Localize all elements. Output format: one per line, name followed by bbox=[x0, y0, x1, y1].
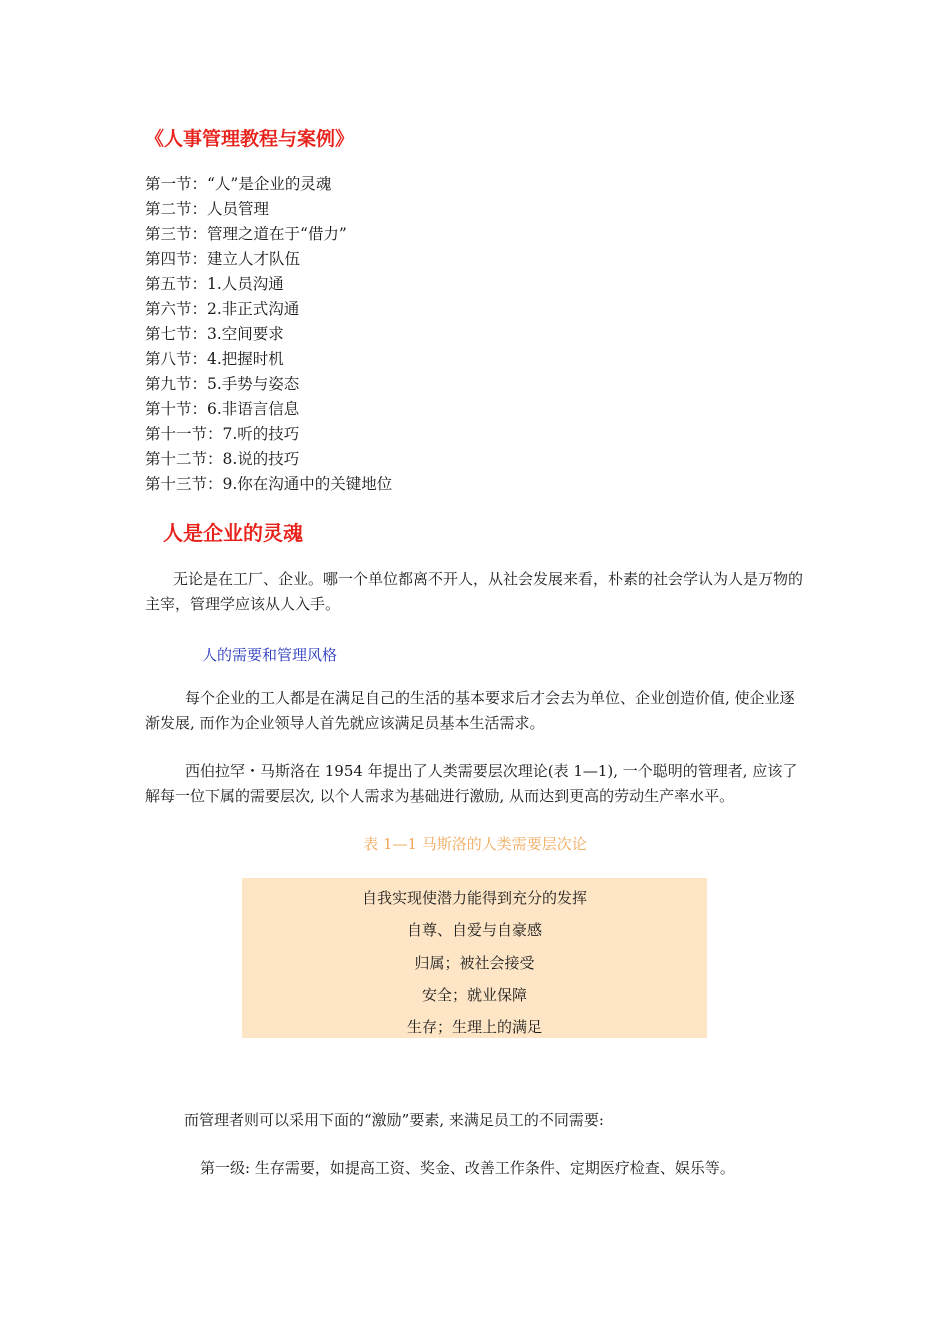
toc-item: 第九节：5.手势与姿态 bbox=[145, 375, 300, 393]
needs-level-row: 自我实现使潜力能得到充分的发挥 bbox=[361, 889, 587, 907]
document-title: 《人事管理教程与案例》 bbox=[145, 128, 355, 150]
needs-level-row: 生存；生理上的满足 bbox=[406, 1018, 542, 1037]
needs-hierarchy-table bbox=[242, 878, 707, 1038]
toc-item: 第四节：建立人才队伍 bbox=[145, 250, 301, 268]
body-paragraph: 第一级: 生存需要，如提高工资、奖金、改善工作条件、定期医疗检查、娱乐等。 bbox=[200, 1159, 735, 1177]
toc-item: 第六节：2.非正式沟通 bbox=[145, 300, 300, 318]
intro-paragraph: 无论是在工厂、企业。哪一个单位都离不开人，从社会发展来看，朴素的社会学认为人是万物的主宰，管理学应该从人入手。 bbox=[145, 570, 804, 613]
toc-item: 第十二节：8.说的技巧 bbox=[145, 450, 300, 468]
body-paragraph: 西伯拉罕・马斯洛在 1954 年提出了人类需要层次理论(表 1—1), 一个聪明的管理者, 应该了解每一位下属的需要层次, 以个人需求为基础进行激励, 从而达到更高的劳动生产率水平。 bbox=[145, 762, 798, 805]
toc-item: 第十三节：9.你在沟通中的关键地位 bbox=[145, 475, 393, 493]
body-paragraph: 而管理者则可以采用下面的“激励”要素, 来满足员工的不同需要: bbox=[184, 1111, 604, 1129]
needs-level-row: 安全；就业保障 bbox=[421, 985, 527, 1004]
needs-level-row: 自尊、自爱与自豪感 bbox=[406, 921, 542, 940]
toc-item: 第一节：“人”是企业的灵魂 bbox=[145, 175, 332, 193]
table-of-contents bbox=[145, 172, 392, 497]
section-heading: 人是企业的灵魂 bbox=[163, 521, 303, 545]
toc-item: 第二节：人员管理 bbox=[145, 200, 270, 218]
body-paragraph: 每个企业的工人都是在满足自己的生活的基本要求后才会去为单位、企业创造价值, 使企业逐渐发展, 而作为企业领导人首先就应该满足员基本生活需求。 bbox=[145, 689, 795, 732]
toc-item: 第十一节：7.听的技巧 bbox=[145, 425, 300, 443]
table-caption: 表 1—1 马斯洛的人类需要层次论 bbox=[363, 835, 587, 853]
needs-level-row: 归属；被社会接受 bbox=[414, 953, 535, 972]
toc-item: 第三节：管理之道在于“借力” bbox=[145, 225, 347, 243]
toc-item: 第七节：3.空间要求 bbox=[145, 325, 284, 343]
toc-item: 第五节：1.人员沟通 bbox=[145, 275, 284, 293]
toc-item: 第八节：4.把握时机 bbox=[145, 350, 284, 368]
toc-item: 第十节：6.非语言信息 bbox=[145, 400, 300, 418]
subheading: 人的需要和管理风格 bbox=[202, 646, 338, 664]
